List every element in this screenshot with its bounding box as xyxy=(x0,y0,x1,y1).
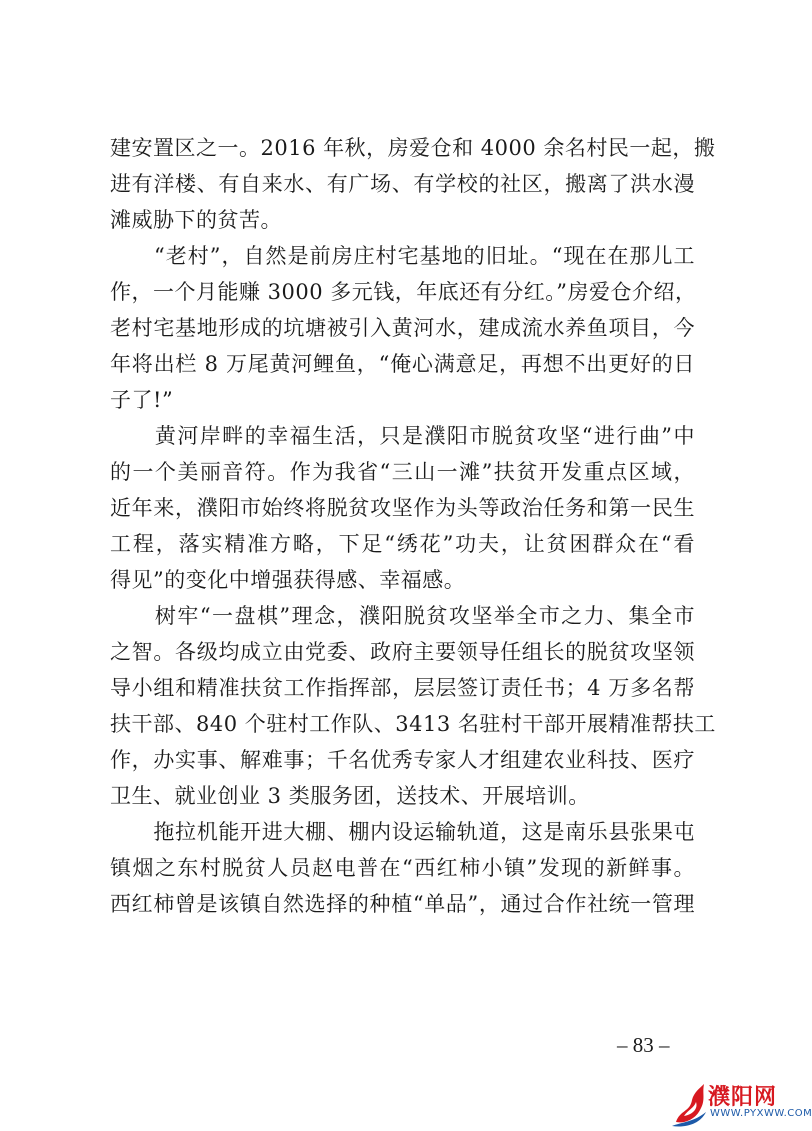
text-line: 得见”的变化中增强获得感、幸福感。 xyxy=(110,568,466,592)
text-line: 树牢“一盘棋”理念，濮阳脱贫攻坚举全市之力、集全市 xyxy=(110,604,695,628)
text-line: 西红柿曾是该镇自然选择的种植“单品”，通过合作社统一管理 xyxy=(110,892,695,916)
text-line: 年将出栏 8 万尾黄河鲤鱼，“俺心满意足，再想不出更好的日 xyxy=(110,352,695,376)
text-line: 导小组和精准扶贫工作指挥部，层层签订责任书；4 万多名帮 xyxy=(110,676,695,700)
text-line: “老村”，自然是前房庄村宅基地的旧址。“现在在那儿工 xyxy=(110,244,695,268)
text-line: 工程，落实精准方略，下足“绣花”功夫，让贫困群众在“看 xyxy=(110,532,695,556)
text-line: 进有洋楼、有自来水、有广场、有学校的社区，搬离了洪水漫 xyxy=(110,172,695,196)
text-line: 黄河岸畔的幸福生活，只是濮阳市脱贫攻坚“进行曲”中 xyxy=(110,424,695,448)
watermark-url: WWW.PYXWW.COM xyxy=(710,1108,812,1119)
watermark-brand: 濮阳网 xyxy=(708,1085,778,1110)
text-line: 老村宅基地形成的坑塘被引入黄河水，建成流水养鱼项目，今 xyxy=(110,316,695,340)
text-line: 卫生、就业创业 3 类服务团，送技术、开展培训。 xyxy=(110,784,590,808)
text-line: 建安置区之一。2016 年秋，房爱仓和 4000 余名村民一起，搬 xyxy=(110,136,716,160)
text-line: 作，办实事、解难事；千名优秀专家人才组建农业科技、医疗 xyxy=(110,748,695,772)
flame-logo-icon xyxy=(670,1082,710,1128)
text-line: 之智。各级均成立由党委、政府主要领导任组长的脱贫攻坚领 xyxy=(110,640,695,664)
text-line: 拖拉机能开进大棚、棚内设运输轨道，这是南乐县张果屯 xyxy=(110,820,695,844)
text-line: 子了!” xyxy=(110,388,174,412)
text-line: 镇烟之东村脱贫人员赵电普在“西红柿小镇”发现的新鲜事。 xyxy=(110,856,695,880)
text-line: 滩威胁下的贫苦。 xyxy=(110,208,282,232)
text-line: 近年来，濮阳市始终将脱贫攻坚作为头等政治任务和第一民生 xyxy=(110,496,695,520)
text-line: 的一个美丽音符。作为我省“三山一滩”扶贫开发重点区域， xyxy=(110,460,695,484)
text-line: 作，一个月能赚 3000 多元钱，年底还有分红。”房爱仓介绍， xyxy=(110,280,697,304)
article-body xyxy=(110,130,716,922)
page-number: – 83 – xyxy=(617,1033,670,1057)
text-line: 扶干部、840 个驻村工作队、3413 名驻村干部开展精准帮扶工 xyxy=(110,712,716,736)
site-watermark xyxy=(668,1078,812,1130)
